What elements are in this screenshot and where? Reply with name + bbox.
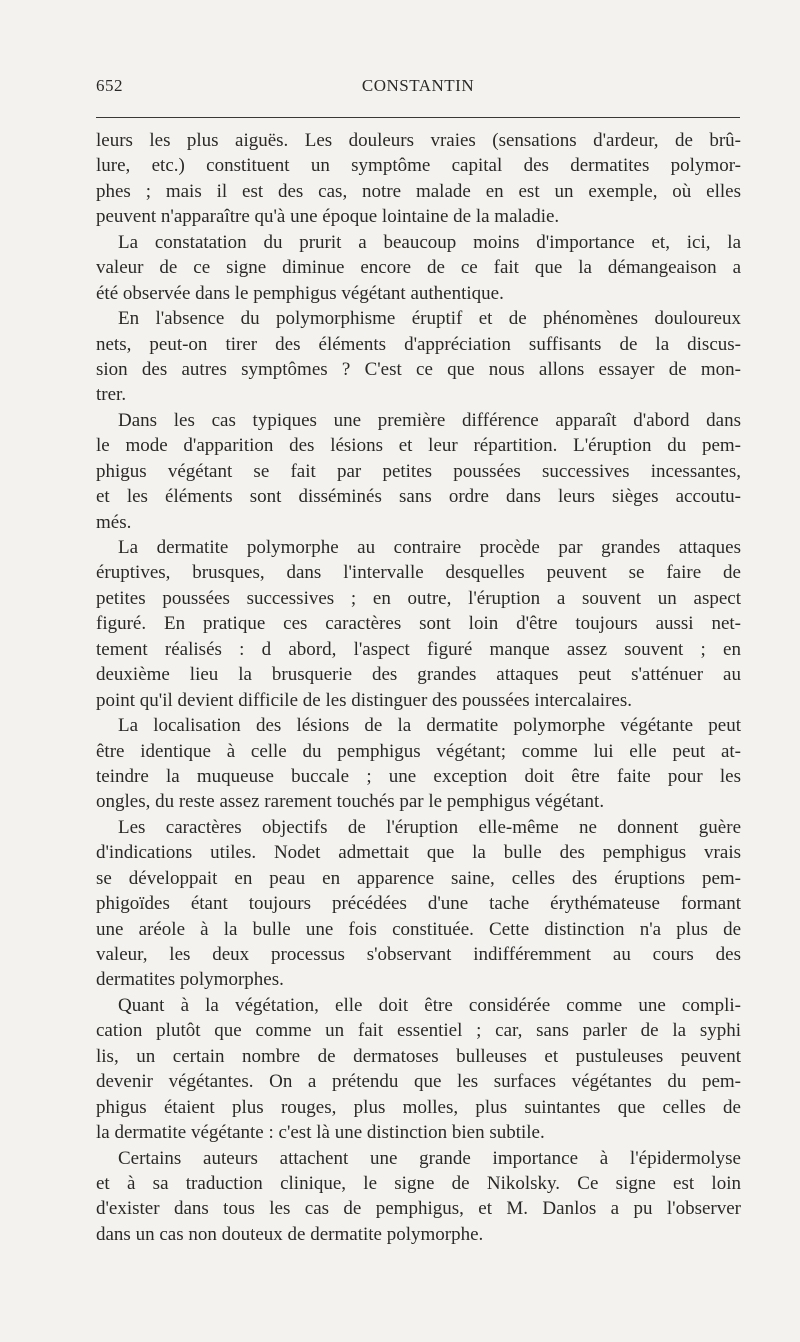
text-line: Certains auteurs attachent une grande importance à l'épidermolyse xyxy=(118,1147,741,1169)
text-line: tement réalisés : d abord, l'aspect figuré manque assez souvent ; en xyxy=(96,638,741,660)
text-line: En l'absence du polymorphisme éruptif et de phénomènes douloureux xyxy=(118,308,741,330)
text-line: être identique à celle du pemphigus végétant; comme lui elle peut at- xyxy=(96,740,741,762)
text-line: Dans les cas typiques une première différence apparaît d'abord dans xyxy=(118,409,741,431)
text-line: lis, un certain nombre de dermatoses bulleuses et pustuleuses peuvent xyxy=(96,1045,741,1067)
text-line: petites poussées successives ; en outre, l'éruption a souvent un aspect xyxy=(96,587,741,609)
text-line: sion des autres symptômes ? C'est ce que nous allons essayer de mon- xyxy=(96,358,741,380)
text-line: deuxième lieu la brusquerie des grandes attaques peut s'atténuer au xyxy=(96,664,741,686)
running-head xyxy=(96,76,740,100)
text-line: phigoïdes étant toujours précédées d'une tache érythémateuse formant xyxy=(96,893,741,915)
text-line: éruptives, brusques, dans l'intervalle desquelles peuvent se faire de xyxy=(96,562,741,584)
text-line: une aréole à la bulle une fois constituée. Cette distinction n'a plus de xyxy=(96,918,741,940)
text-line: se développait en peau en apparence saine, celles des éruptions pem- xyxy=(96,867,741,889)
text-line: d'exister dans tous les cas de pemphigus, et M. Danlos a pu l'observer xyxy=(96,1198,741,1220)
text-line: phigus étaient plus rouges, plus molles, plus suintantes que celles de xyxy=(96,1096,741,1118)
text-line: d'indications utiles. Nodet admettait que la bulle des pemphigus vrais xyxy=(96,842,741,864)
text-line: le mode d'apparition des lésions et leur répartition. L'éruption du pem- xyxy=(96,435,741,457)
text-line: trer. xyxy=(96,384,127,406)
text-line: phes ; mais il est des cas, notre malade en est un exemple, où elles xyxy=(96,180,741,202)
header-rule xyxy=(96,117,740,118)
text-line: ongles, du reste assez rarement touchés par le pemphigus végétant. xyxy=(96,791,605,813)
body-text xyxy=(96,128,741,1247)
text-line: Les caractères objectifs de l'éruption elle-même ne donnent guère xyxy=(118,816,741,838)
text-line: dermatites polymorphes. xyxy=(96,969,284,991)
text-line: point qu'il devient difficile de les distinguer des poussées intercalaires. xyxy=(96,689,632,711)
text-line: cation plutôt que comme un fait essentiel ; car, sans parler de la syphi xyxy=(96,1020,741,1042)
text-line: leurs les plus aiguës. Les douleurs vraies (sensations d'ardeur, de brû- xyxy=(96,130,741,151)
text-line: lure, etc.) constituent un symptôme capital des dermatites polymor- xyxy=(96,155,741,177)
text-line: et les éléments sont disséminés sans ordre dans leurs sièges accoutu- xyxy=(96,486,741,508)
text-line: valeur, les deux processus s'observant indifféremment au cours des xyxy=(96,944,741,965)
text-line: més. xyxy=(96,511,132,533)
text-line: nets, peut-on tirer des éléments d'appréciation suffisants de la discus- xyxy=(96,333,741,355)
running-title: CONSTANTIN xyxy=(361,76,475,95)
text-line: La constatation du prurit a beaucoup moins d'importance et, ici, la xyxy=(118,231,741,253)
text-line: valeur de ce signe diminue encore de ce fait que la démangeaison a xyxy=(96,257,741,279)
text-line: La localisation des lésions de la dermatite polymorphe végétante peut xyxy=(118,715,741,737)
text-line: devenir végétantes. On a prétendu que les surfaces végétantes du pem- xyxy=(96,1071,741,1093)
text-line: figuré. En pratique ces caractères sont loin d'être toujours aussi net- xyxy=(96,613,741,635)
text-line: été observée dans le pemphigus végétant authentique. xyxy=(96,282,504,304)
text-line: la dermatite végétante : c'est là une distinction bien subtile. xyxy=(96,1122,545,1144)
text-line: peuvent n'apparaître qu'à une époque lointaine de la maladie. xyxy=(96,206,560,228)
text-line: et à sa traduction clinique, le signe de Nikolsky. Ce signe est loin xyxy=(96,1172,741,1194)
text-line: Quant à la végétation, elle doit être considérée comme une compli- xyxy=(118,994,741,1016)
page-number: 652 xyxy=(96,76,123,95)
text-line: phigus végétant se fait par petites poussées successives incessantes, xyxy=(96,460,741,482)
text-line: La dermatite polymorphe au contraire procède par grandes attaques xyxy=(118,537,741,558)
text-line: dans un cas non douteux de dermatite polymorphe. xyxy=(96,1223,484,1245)
text-line: teindre la muqueuse buccale ; une exception doit être faite pour les xyxy=(96,765,741,787)
